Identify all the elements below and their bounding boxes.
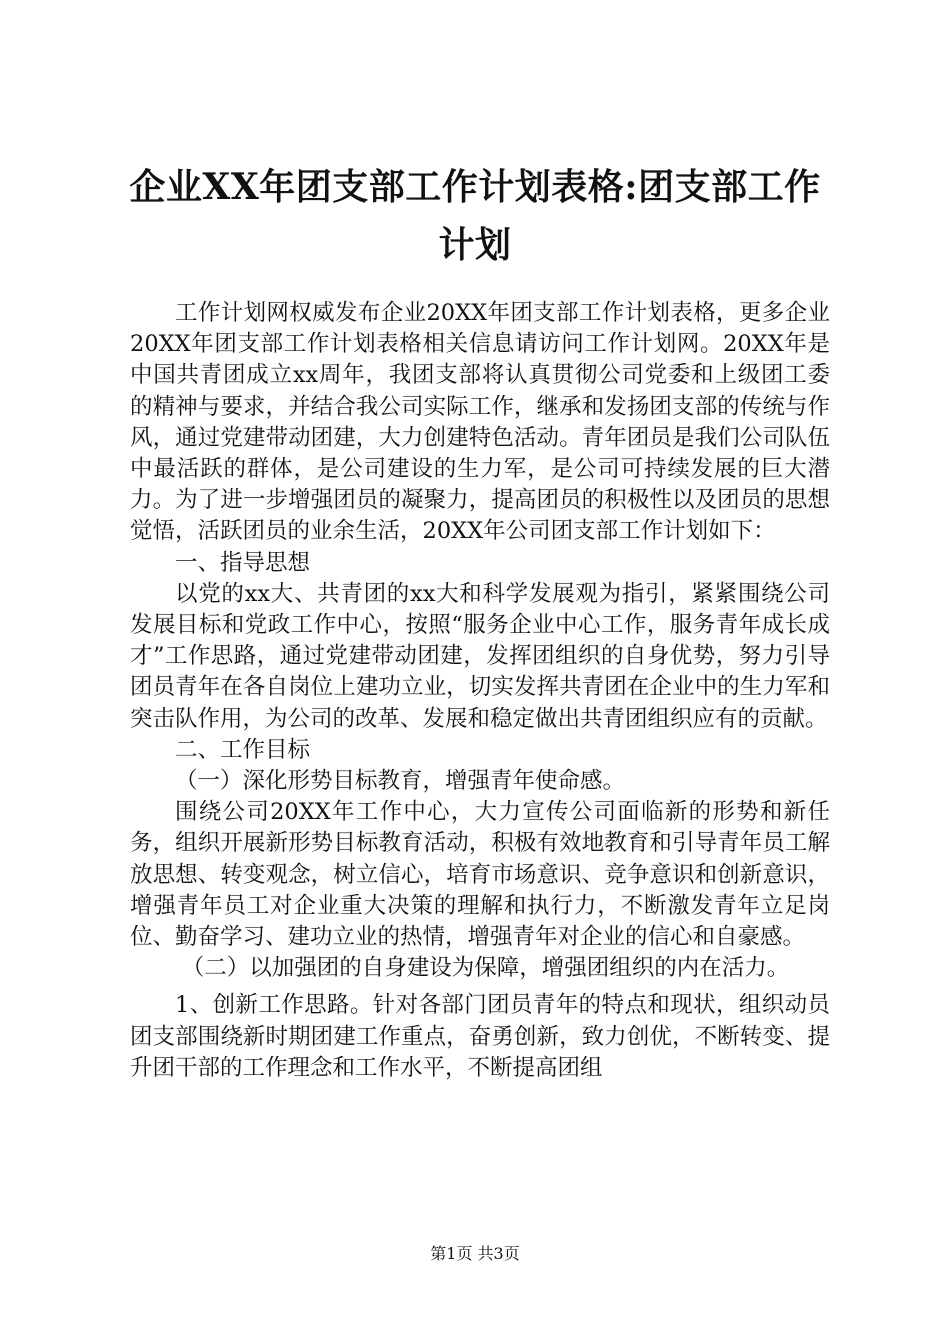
document-body [130, 298, 830, 1084]
goals-paragraph: 围绕公司20XX年工作中心，大力宣传公司面临新的形势和新任务，组织开展新形势目标教育活动，积极有效地教育和引导青年员工解放思想、转变观念，树立信心，培育市场意识、竞争意识和创新意识，增强青年员工对企业重大决策的理解和执行力，不断激发青年立足岗位、勤奋学习、建功立业的热情，增强青年对企业的信心和自豪感。 [130, 799, 830, 951]
guiding-ideology-paragraph: 以党的xx大、共青团的xx大和科学发展观为指引，紧紧围绕公司发展目标和党政工作中心，按照“服务企业中心工作，服务青年成长成才”工作思路，通过党建带动团建，发挥团组织的自身优势，努力引导团员青年在各自岗位上建功立业，切实发挥共青团在企业中的生力军和突击队作用，为公司的改革、发展和稳定做出共青团组织应有的贡献。 [130, 580, 830, 732]
subsection-heading-1: （一）深化形势目标教育，增强青年使命感。 [175, 768, 626, 795]
document-title: 企业XX年团支部工作计划表格:团支部工作计划 [129, 166, 821, 266]
subsection-heading-2: （二）以加强团的自身建设为保障，增强团组织的内在活力。 [181, 955, 790, 982]
section-heading-work-goals: 二、工作目标 [175, 736, 311, 763]
innovation-paragraph: 1、创新工作思路。针对各部门团员青年的特点和现状，组织动员团支部围绕新时期团建工作重点，奋勇创新，致力创优，不断转变、提升团干部的工作理念和工作水平，不断提高团组 [130, 992, 830, 1081]
intro-paragraph: 工作计划网权威发布企业20XX年团支部工作计划表格，更多企业20XX年团支部工作计划表格相关信息请访问工作计划网。20XX年是中国共青团成立xx周年，我团支部将认真贯彻公司党委和上级团工委的精神与要求，并结合我公司实际工作，继承和发扬团支部的传统与作风，通过党建带动团建，大力创建特色活动。青年团员是我们公司队伍中最活跃的群体，是公司建设的生力军，是公司可持续发展的巨大潜力。为了进一步增强团员的凝聚力，提高团员的积极性以及团员的思想觉悟，活跃团员的业余生活，20XX年公司团支部工作计划如下： [130, 300, 830, 545]
page-footer: 第1页 共3页 [430, 1244, 520, 1263]
section-heading-guiding-ideology: 一、指导思想 [175, 549, 311, 576]
